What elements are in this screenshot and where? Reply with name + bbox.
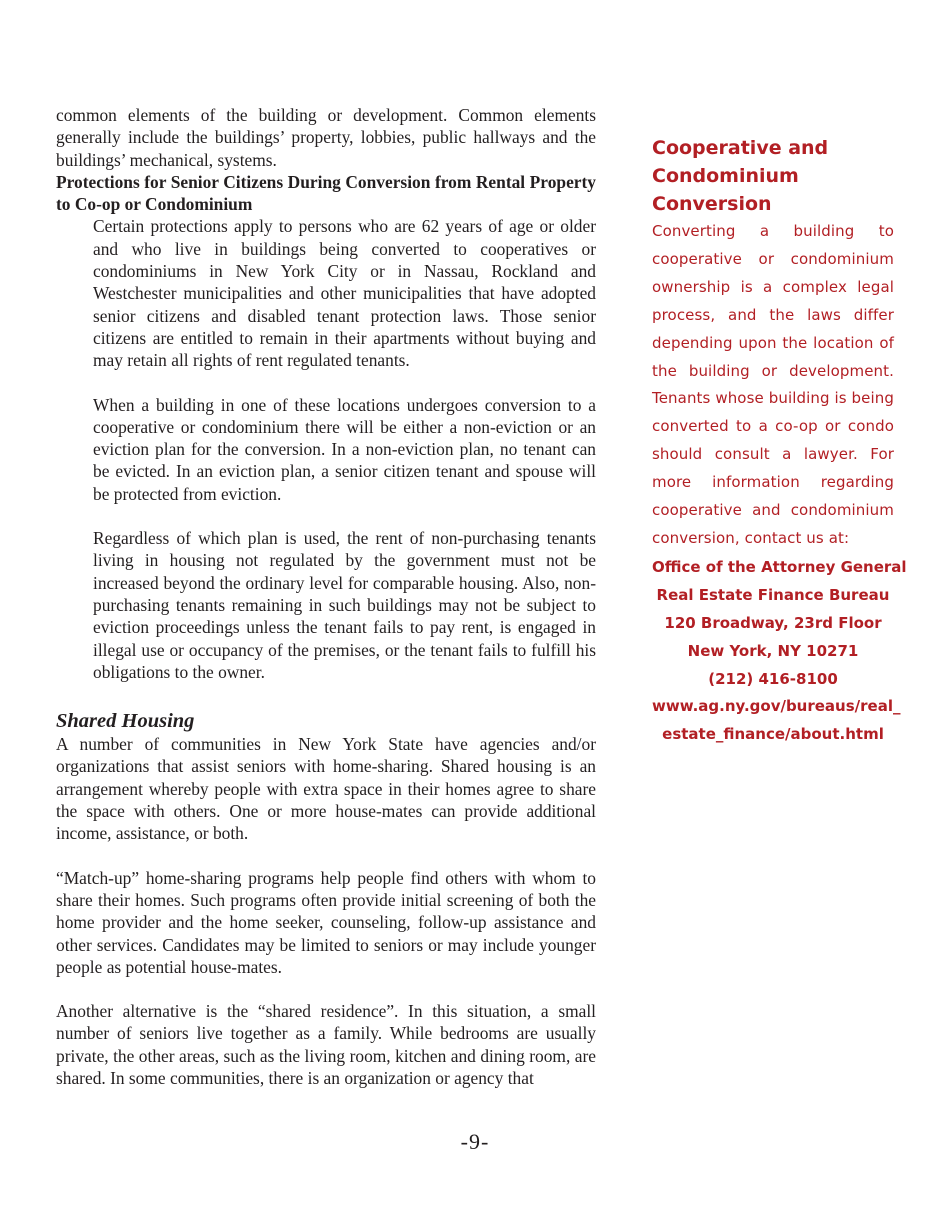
sidebar-title xyxy=(652,134,894,218)
page-number: -9- xyxy=(460,1129,490,1154)
contact-office: Office of the Attorney General xyxy=(652,557,907,576)
shared-housing-heading: Shared Housing xyxy=(56,710,195,733)
contact-city: New York, NY 10271 xyxy=(687,641,859,660)
senior-paragraph-3: Regardless of which plan is used, the rent of non-purchasing tenants living in housing not regulated by the government must not be increased beyond the ordinary level for comparable housing. Also, non-purchasing tenants remaining in such buildings may not be subject to eviction proceedings unless the tenant fails to pay rent, is engaged in illegal use or occupancy of the premises, or the tenant fails to fulfill his obligations to the owner. xyxy=(93,528,596,682)
intro-paragraph: common elements of the building or development. Common elements generally include the buildings’ property, lobbies, public hallways and the buildings’ mechanical, systems. xyxy=(56,105,596,170)
contact-block xyxy=(652,554,907,749)
senior-protections-heading: Protections for Senior Citizens During Conversion from Rental Property to Co-op or Condominium xyxy=(56,171,596,215)
contact-street: 120 Broadway, 23rd Floor xyxy=(664,613,882,632)
shared-paragraph-1: A number of communities in New York State have agencies and/or organizations that assist seniors with home-sharing. Shared housing is an arrangement whereby people with extra space in their homes agree to share the space with others. One or more house-mates can provide additional income, assistance, or both. xyxy=(56,734,596,844)
contact-url-line-1[interactable]: www.ag.ny.gov/bureaus/real_ xyxy=(652,697,901,716)
contact-bureau: Real Estate Finance Bureau xyxy=(656,585,890,604)
senior-paragraph-1: Certain protections apply to persons who are 62 years of age or older and who live in buildings being converted to cooperatives or condominiums in New York City or in Nassau, Rockland and Westchester municipalities and other municipalities that have adopted senior citizens and disabled tenant protection laws. Those senior citizens are entitled to remain in their apartments without buying and may retain all rights of rent regulated tenants. xyxy=(93,216,596,371)
contact-url-line-2[interactable]: estate_finance/about.html xyxy=(662,725,884,744)
main-column xyxy=(56,104,596,1089)
sidebar-title-line-2: Condominium Conversion xyxy=(652,165,799,215)
sidebar-body: Converting a building to cooperative or condominium ownership is a complex legal process, and the laws differ depending upon the location of the building or development. Tenants whose building is being converted to a co-op or condo should consult a lawyer. For more information regarding cooperative and condominium conversion, contact us at: xyxy=(652,222,894,547)
sidebar-callout xyxy=(652,134,907,749)
senior-paragraph-2: When a building in one of these locations undergoes conversion to a cooperative or condominium there will be either a non-eviction or an eviction plan for the conversion. In a non-eviction plan, no tenant can be evicted. In an eviction plan, a senior citizen tenant and spouse will be protected from eviction. xyxy=(93,394,596,504)
shared-paragraph-3: Another alternative is the “shared residence”. In this situation, a small number of seniors live together as a family. While bedrooms are usually private, the other areas, such as the living room, kitchen and dining room, are shared. In some communities, there is an organization or agency that xyxy=(56,1001,596,1088)
contact-phone: (212) 416-8100 xyxy=(708,669,838,688)
sidebar-title-line-1: Cooperative and xyxy=(652,137,829,159)
shared-paragraph-2: “Match-up” home-sharing programs help people find others with whom to share their homes. Such programs often provide initial screening of both the home provider and the home seeker, counseling, follow-up assistance and other services. Candidates may be limited to seniors or may include younger people as potential house-mates. xyxy=(56,867,596,977)
